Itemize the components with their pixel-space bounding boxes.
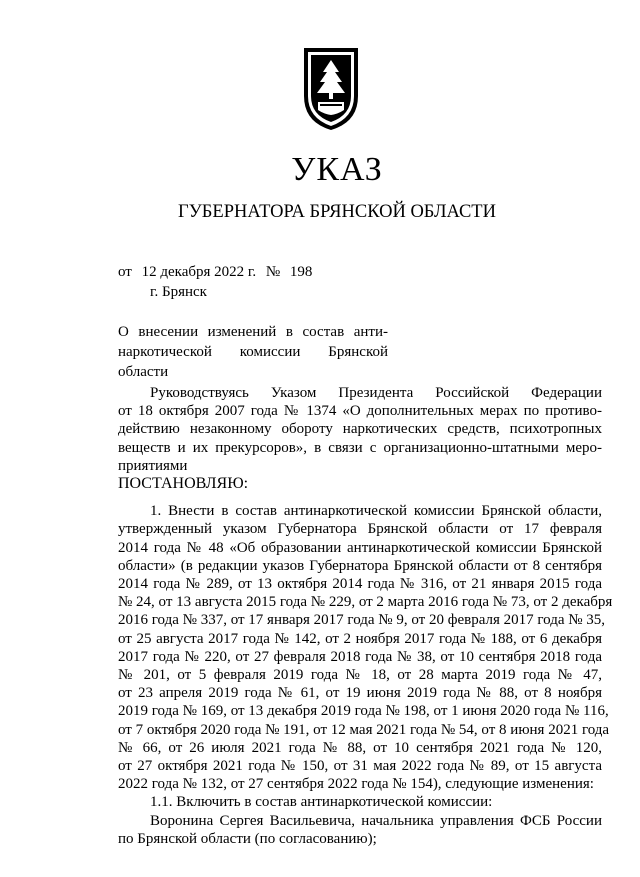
item-line: от 7 октября 2020 года № 191, от 12 мая 2021 года № 54, от 8 июня 2021 года [118,721,610,738]
preamble-line: Руководствуясь Указом Президента Российской Федерации [150,385,602,401]
preamble-line: от 18 октября 2007 года № 1374 «О дополнительных мерах по противо- [118,403,602,420]
preamble-line: приятиями [118,457,188,474]
document-number: 198 [289,264,313,280]
decree-word: ПОСТАНОВЛЯЮ: [118,475,249,493]
person-line: Воронина Сергея Васильевича, начальника управления ФСБ России [150,812,602,829]
document-title: УКАЗ [291,151,383,188]
item-line: № 24, от 13 августа 2015 года № 229, от 2 марта 2016 года № 73, от 2 декабря [118,594,613,611]
item-line: от 23 апреля 2019 года № 61, от 19 июня 2019 года № 88, от 8 ноября [118,685,602,702]
item-line: № 66, от 26 июля 2021 года № 88, от 10 сентября 2021 года № 120, [118,739,602,756]
item-line: № 201, от 5 февраля 2019 года № 18, от 28 марта 2019 года № 47, [118,667,602,684]
person-line: по Брянской области (по согласованию); [118,830,377,847]
number-sign: № [265,264,281,280]
spacer [118,493,602,502]
document-city: г. Брянск [150,284,207,300]
item-line: 1. Внести в состав антинаркотической комиссии Брянской области, [150,503,602,520]
item-line: от 27 октября 2021 года № 150, от 31 мая 2022 года № 89, от 15 августа [118,758,602,775]
document-date: 12 декабря 2022 г. [141,264,257,280]
item-line: области» (в редакции указов Губернатора Брянской области от 8 сентября [118,557,602,574]
item-line: 2014 года № 48 «Об образовании антинаркотической комиссии Брянской [118,539,602,556]
date-prefix: от [118,264,132,280]
item-line: 2014 года № 289, от 13 октября 2014 года № 316, от 21 января 2015 года [118,576,602,593]
document-subject [118,322,388,382]
preamble-line: веществ и их прекурсоров», в связи с организационно-штатными меро- [118,439,602,456]
subitem-line: 1.1. Включить в состав антинаркотической комиссии: [150,794,493,811]
document-subtitle: ГУБЕРНАТОРА БРЯНСКОЙ ОБЛАСТИ [178,202,496,222]
preamble-line: действию незаконному обороту наркотических средств, психотропных [118,421,602,438]
item-line: 2016 года № 337, от 17 января 2017 года № 9, от 20 февраля 2017 года № 35, [118,612,606,629]
subject-line: наркотической комиссии Брянской области [118,344,388,380]
document-body [118,384,613,848]
item-line: 2019 года № 169, от 13 декабря 2019 года № 198, от 1 июня 2020 года № 116, [118,703,609,720]
coat-of-arms-icon [298,44,364,132]
item-line: 2022 года № 132, от 27 сентября 2022 года № 154), следующие изменения: [118,776,594,793]
item-line: от 25 августа 2017 года № 142, от 2 ноября 2017 года № 188, от 6 декабря [118,630,602,647]
item-line: утвержденный указом Губернатора Брянской области от 17 февраля [118,521,602,538]
date-line [118,262,318,282]
subject-line: О внесении изменений в состав анти- [118,324,388,340]
item-line: 2017 года № 220, от 27 февраля 2018 года № 38, от 10 сентября 2018 года [118,648,602,665]
